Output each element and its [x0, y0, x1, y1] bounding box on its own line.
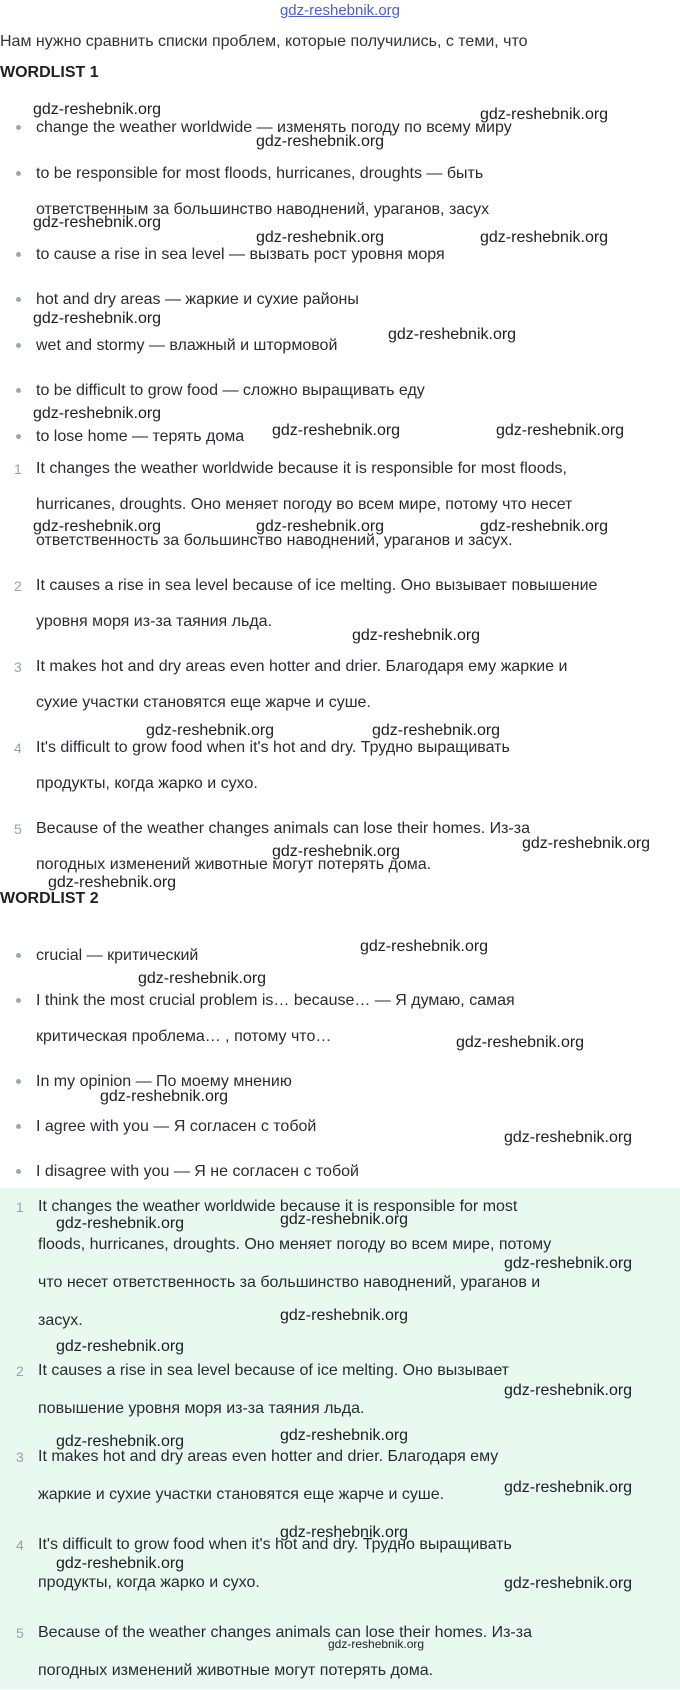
watermark: gdz-reshebnik.org	[56, 1555, 185, 1572]
watermark: gdz-reshebnik.org	[504, 1575, 633, 1592]
answer-line: что несет ответственность за большинство наводнений, ураганов и	[38, 1274, 541, 1291]
bullet-icon	[16, 171, 21, 176]
answer-number: 2	[14, 578, 22, 594]
answer-number: 3	[14, 659, 22, 675]
watermark: gdz-reshebnik.org	[138, 970, 267, 987]
list-item: In my opinion — По моему мнению	[36, 1073, 292, 1090]
watermark: gdz-reshebnik.org	[146, 722, 275, 739]
list-item: to be responsible for most floods, hurricanes, droughts — быть	[36, 165, 484, 182]
watermark: gdz-reshebnik.org	[272, 422, 401, 439]
watermark: gdz-reshebnik.org	[480, 106, 609, 123]
watermark: gdz-reshebnik.org	[280, 1211, 409, 1228]
watermark: gdz-reshebnik.org	[33, 518, 162, 535]
bullet-icon	[16, 343, 21, 348]
watermark: gdz-reshebnik.org	[280, 1427, 409, 1444]
answer-number: 5	[14, 821, 22, 837]
list-item: to cause a rise in sea level — вызвать рост уровня моря	[36, 246, 445, 263]
wordlist-1-heading: WORDLIST 1	[0, 64, 99, 81]
watermark: gdz-reshebnik.org	[56, 1433, 185, 1450]
answer-line: It's difficult to grow food when it's hot and dry. Трудно выращивать	[36, 739, 510, 756]
watermark: gdz-reshebnik.org	[33, 101, 162, 118]
answer-line: погодных изменений животные могут потерять дома.	[38, 1662, 434, 1679]
answer-number: 2	[16, 1363, 24, 1379]
list-item: I agree with you — Я согласен с тобой	[36, 1118, 317, 1135]
bullet-icon	[16, 252, 21, 257]
answer-line: It changes the weather worldwide because it is responsible for most	[38, 1198, 518, 1215]
bullet-icon	[16, 388, 21, 393]
bullet-icon	[16, 953, 21, 958]
answer-line: floods, hurricanes, droughts. Оно меняет погоду во всем мире, потому	[38, 1236, 552, 1253]
watermark: gdz-reshebnik.org	[360, 938, 489, 955]
list-item: crucial — критический	[36, 947, 199, 964]
watermark: gdz-reshebnik.org	[496, 422, 625, 439]
list-item: to be difficult to grow food — сложно выращивать еду	[36, 382, 425, 399]
watermark: gdz-reshebnik.org	[372, 722, 501, 739]
bullet-icon	[16, 1169, 21, 1174]
list-item: wet and stormy — влажный и штормовой	[36, 337, 338, 354]
answer-line: It makes hot and dry areas even hotter and drier. Благодаря ему	[38, 1448, 499, 1465]
answer-line: It changes the weather worldwide because it is responsible for most floods,	[36, 460, 567, 477]
answer-line: It causes a rise in sea level because of ice melting. Оно вызывает повышение	[36, 577, 598, 594]
list-item-continuation: критическая проблема… , потому что…	[36, 1028, 332, 1045]
list-item: I think the most crucial problem is… because… — Я думаю, самая	[36, 992, 515, 1009]
watermark: gdz-reshebnik.org	[48, 874, 177, 891]
bullet-icon	[16, 1124, 21, 1129]
watermark: gdz-reshebnik.org	[56, 1215, 185, 1232]
watermark: gdz-reshebnik.org	[256, 518, 385, 535]
answer-line: продукты, когда жарко и сухо.	[38, 1574, 260, 1591]
watermark: gdz-reshebnik.org	[504, 1479, 633, 1496]
answer-line: жаркие и сухие участки становятся еще жарче и суше.	[38, 1486, 445, 1503]
answer-line: Because of the weather changes animals can lose their homes. Из-за	[36, 820, 530, 837]
answer-line: уровня моря из-за таяния льда.	[36, 613, 273, 630]
watermark: gdz-reshebnik.org	[33, 214, 162, 231]
answer-line: It makes hot and dry areas even hotter and drier. Благодаря ему жаркие и	[36, 658, 568, 675]
answer-line: hurricanes, droughts. Оно меняет погоду во всем мире, потому что несет	[36, 496, 573, 513]
watermark: gdz-reshebnik.org	[352, 627, 481, 644]
answer-line: ответственность за большинство наводнений, ураганов и засух.	[36, 532, 513, 549]
answer-line: It causes a rise in sea level because of ice melting. Оно вызывает	[38, 1362, 510, 1379]
list-item: change the weather worldwide — изменять погоду по всему миру	[36, 119, 512, 136]
watermark: gdz-reshebnik.org	[456, 1034, 585, 1051]
answer-line: Because of the weather changes animals can lose their homes. Из-за	[38, 1624, 532, 1641]
watermark: gdz-reshebnik.org	[522, 835, 651, 852]
watermark: gdz-reshebnik.org	[280, 1307, 409, 1324]
answer-number: 4	[16, 1537, 24, 1553]
answer-number: 5	[16, 1625, 24, 1641]
answer-number: 4	[14, 740, 22, 756]
bullet-icon	[16, 434, 21, 439]
watermark: gdz-reshebnik.org	[33, 310, 162, 327]
watermark: gdz-reshebnik.org	[100, 1088, 229, 1105]
list-item: to lose home — терять дома	[36, 428, 245, 445]
watermark: gdz-reshebnik.org	[388, 326, 517, 343]
answer-line: засух.	[38, 1312, 83, 1329]
watermark: gdz-reshebnik.org	[33, 405, 162, 422]
intro-text: Нам нужно сравнить списки проблем, которые получились, с теми, что	[0, 33, 528, 50]
bullet-icon	[16, 1079, 21, 1084]
list-item-continuation: ответственным за большинство наводнений, ураганов, засух	[36, 201, 490, 218]
watermark: gdz-reshebnik.org	[280, 1524, 409, 1541]
watermark: gdz-reshebnik.org	[504, 1382, 633, 1399]
bullet-icon	[16, 125, 21, 130]
watermark: gdz-reshebnik.org	[56, 1338, 185, 1355]
watermark: gdz-reshebnik.org	[256, 229, 385, 246]
watermark: gdz-reshebnik.org	[328, 1637, 425, 1651]
watermark: gdz-reshebnik.org	[256, 133, 385, 150]
answer-line: погодных изменений животные могут потерять дома.	[36, 856, 432, 873]
answer-line: сухие участки становятся еще жарче и суше.	[36, 694, 371, 711]
answer-number: 1	[14, 461, 22, 477]
answer-number: 1	[16, 1199, 24, 1215]
answer-number: 3	[16, 1449, 24, 1465]
answer-line: продукты, когда жарко и сухо.	[36, 775, 258, 792]
bullet-icon	[16, 998, 21, 1003]
bullet-icon	[16, 297, 21, 302]
watermark: gdz-reshebnik.org	[480, 518, 609, 535]
list-item: I disagree with you — Я не согласен с тобой	[36, 1163, 359, 1180]
watermark: gdz-reshebnik.org	[504, 1129, 633, 1146]
watermark: gdz-reshebnik.org	[272, 843, 401, 860]
site-link[interactable]: gdz-reshebnik.org	[279, 2, 401, 19]
answer-line: повышение уровня моря из-за таяния льда.	[38, 1400, 365, 1417]
wordlist-2-heading: WORDLIST 2	[0, 890, 99, 907]
watermark: gdz-reshebnik.org	[504, 1255, 633, 1272]
answer-line: It's difficult to grow food when it's hot and dry. Трудно выращивать	[38, 1536, 512, 1553]
watermark: gdz-reshebnik.org	[480, 229, 609, 246]
list-item: hot and dry areas — жаркие и сухие районы	[36, 291, 359, 308]
